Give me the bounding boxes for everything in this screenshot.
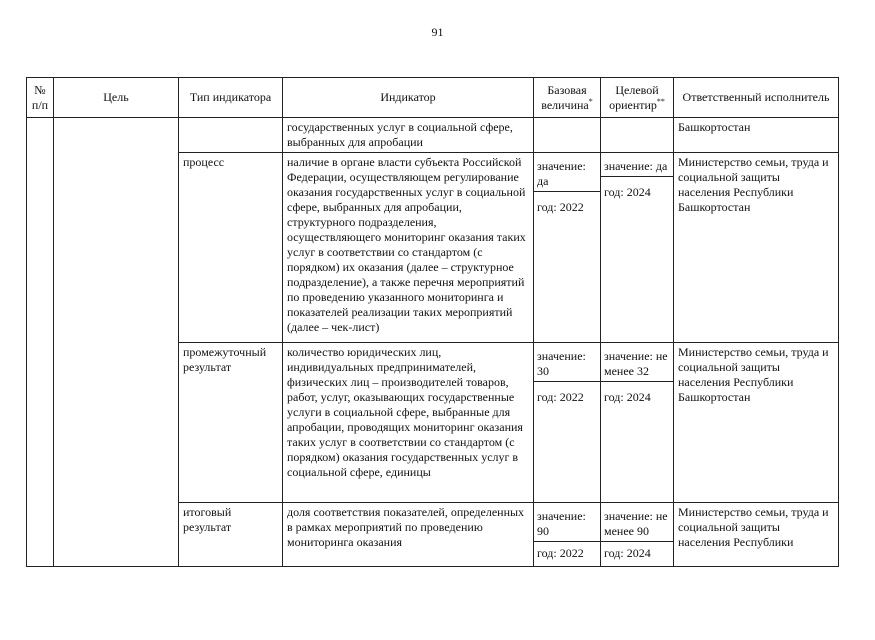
target-year: год: 2024 [604, 185, 651, 199]
header-base-value-mark: * [588, 96, 593, 106]
type-cell [179, 118, 283, 153]
type-cell: итоговый результат [179, 503, 283, 567]
responsible-cell: Министерство семьи, труда и социальной защиты населения Республики Башкортостан [674, 343, 839, 503]
base-year: год: 2022 [537, 390, 584, 404]
header-target-mark: ** [656, 96, 665, 106]
target-year: год: 2024 [604, 390, 651, 404]
base-value: значение: да [534, 153, 600, 192]
indicator-cell: наличие в органе власти субъекта Российской Федерации, осуществляющем регулирование оказания государственных услуг в социальной сфере, выбранных для апробации, структурного подразделения, осуществляющего мониторинг оказания таких услуг в соответствии со стандартом (с порядком) их оказания (далее – структурное подразделение), а также перечня мероприятий по проведению указанного мониторинга и показателей реализации таких мероприятий (далее – чек-лист) [283, 153, 534, 343]
target-cell [601, 503, 674, 567]
num-cell [27, 118, 54, 567]
header-base-value-text: Базовая величина [541, 82, 589, 112]
type-cell: промежуточный результат [179, 343, 283, 503]
base-value-cell [534, 153, 601, 343]
indicator-cell: доля соответствия показателей, определенных в рамках мероприятий по проведению мониторинга оказания [283, 503, 534, 567]
base-value: значение: 30 [534, 343, 600, 382]
table-row [27, 118, 839, 153]
target-cell [601, 153, 674, 343]
header-row [27, 78, 839, 118]
responsible-cell: Башкортостан [674, 118, 839, 153]
target-value: значение: не менее 90 [601, 503, 673, 542]
header-num: № п/п [27, 78, 54, 118]
target-value: значение: не менее 32 [601, 343, 673, 382]
indicators-table [26, 77, 839, 567]
header-goal: Цель [54, 78, 179, 118]
goal-cell [54, 118, 179, 567]
base-year: год: 2022 [537, 200, 584, 214]
header-base-value [534, 78, 601, 118]
header-indicator: Индикатор [283, 78, 534, 118]
target-year: год: 2024 [604, 546, 651, 560]
base-value-cell [534, 503, 601, 567]
indicator-cell: государственных услуг в социальной сфере, выбранных для апробации [283, 118, 534, 153]
target-cell [601, 118, 674, 153]
responsible-cell: Министерство семьи, труда и социальной защиты населения Республики [674, 503, 839, 567]
indicator-cell: количество юридических лиц, индивидуальных предпринимателей, физических лиц – производителей товаров, работ, услуг, оказывающих государственные услуги в социальной сфере, выбранные для апробации, проводящих мониторинг оказания таких услуг в соответствии со стандартом (с порядком) оказания государственных услуг в социальной сфере, единицы [283, 343, 534, 503]
header-target-text: Целевой ориентир [609, 82, 659, 112]
responsible-cell: Министерство семьи, труда и социальной защиты населения Республики Башкортостан [674, 153, 839, 343]
base-year: год: 2022 [537, 546, 584, 560]
target-value: значение: да [601, 153, 673, 177]
header-target [601, 78, 674, 118]
header-responsible: Ответственный исполнитель [674, 78, 839, 118]
base-value-cell [534, 343, 601, 503]
base-value: значение: 90 [534, 503, 600, 542]
page-number: 91 [431, 25, 444, 39]
type-cell: процесс [179, 153, 283, 343]
target-cell [601, 343, 674, 503]
base-value-cell [534, 118, 601, 153]
header-indicator-type: Тип индикатора [179, 78, 283, 118]
